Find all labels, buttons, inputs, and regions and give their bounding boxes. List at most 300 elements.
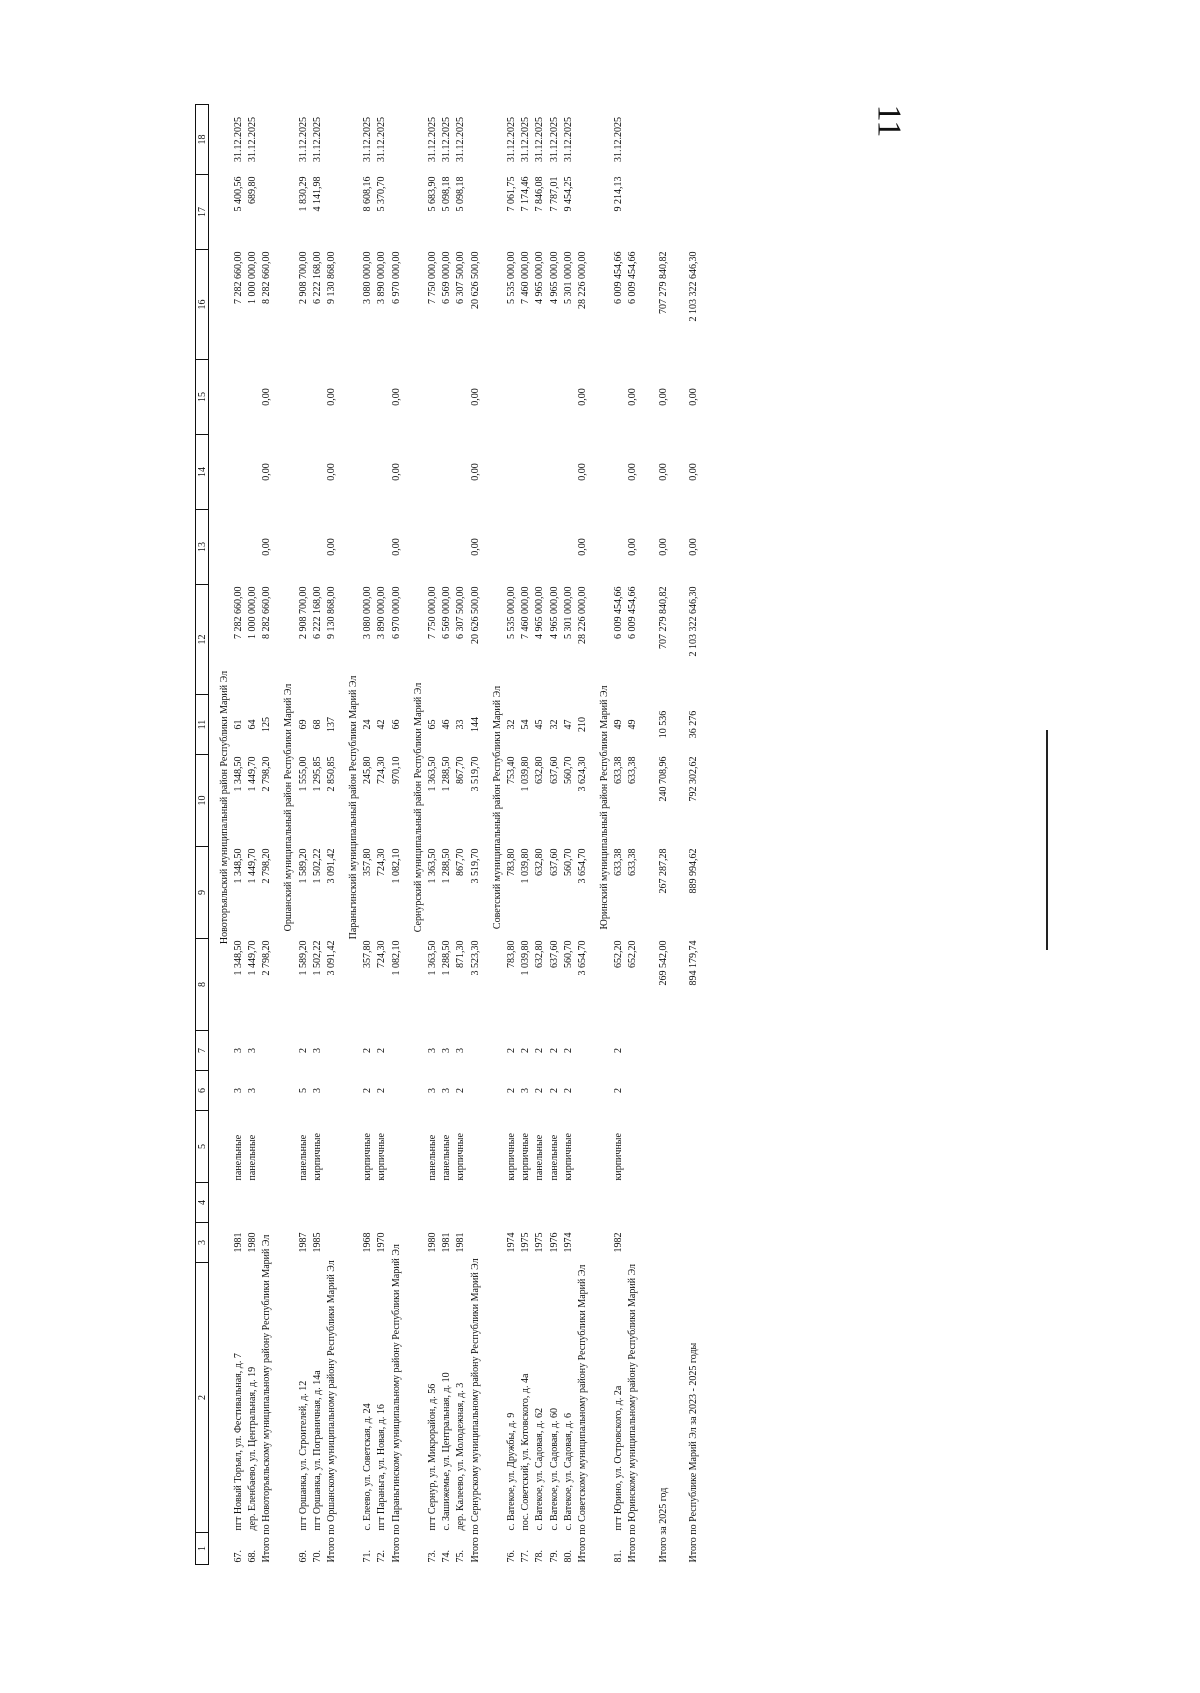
table-cell: 894 179,74 <box>687 940 699 986</box>
table-cell <box>656 105 670 175</box>
table-cell: 0,00 <box>576 388 588 406</box>
spacer-row <box>274 105 282 1565</box>
table-cell: 31.12.2025 <box>505 117 517 162</box>
table-cell: 9 130 868,00 <box>325 586 337 639</box>
table-cell: 73. <box>427 1550 439 1563</box>
table-cell: 7 460 000,00 <box>520 251 532 304</box>
table-cell: 72. <box>376 1550 388 1563</box>
table-cell: Итого по Оршанскому муниципальному району Республики Марий Эл <box>325 1260 337 1563</box>
table-cell: 20 626 500,00 <box>469 586 481 644</box>
table-cell: 7 750 000,00 <box>427 586 439 639</box>
table-cell: 2 <box>362 1048 374 1053</box>
table-cell: 6 009 454,66 <box>627 251 639 304</box>
table-cell: 1968 <box>362 1232 374 1253</box>
table-cell: 0,00 <box>325 463 337 481</box>
table-cell: 707 279 840,82 <box>657 251 669 314</box>
table-cell: 6 569 000,00 <box>441 251 453 304</box>
table-cell: панельные <box>297 1134 309 1181</box>
table-cell: 1976 <box>548 1232 560 1253</box>
table-cell: 6 222 168,00 <box>311 251 323 304</box>
table-cell: 0,00 <box>469 538 481 556</box>
table-cell <box>231 435 245 510</box>
table-cell <box>296 510 310 585</box>
table-cell: пгт Новый Торъял, ул. Фестивальная, д. 7 <box>232 1353 244 1531</box>
table-cell <box>490 105 504 585</box>
table-cell: 2 <box>548 1088 560 1093</box>
table-cell: 31.12.2025 <box>613 117 625 162</box>
table-cell: 3 519,70 <box>469 756 481 792</box>
program-table <box>195 104 700 1565</box>
table-cell <box>612 435 626 510</box>
table-cell: 0,00 <box>390 388 402 406</box>
table-cell: 2 798,20 <box>261 756 273 792</box>
subtotal-row <box>389 105 403 1565</box>
table-cell <box>454 435 468 510</box>
district-heading: Советский муниципальный район Республики Марий Эл <box>491 685 503 930</box>
table-cell: 269 542,00 <box>657 940 669 986</box>
table-cell: 2 <box>534 1048 546 1053</box>
table-cell: 4 965 000,00 <box>534 586 546 639</box>
table-cell: 49 <box>627 719 639 730</box>
table-cell: 1 000 000,00 <box>246 586 258 639</box>
table-cell: кирпичные <box>520 1133 532 1181</box>
table-row <box>440 105 454 1565</box>
spacer-row <box>640 105 648 1565</box>
table-cell: 1 449,70 <box>246 940 258 976</box>
table-cell: 3 <box>427 1048 439 1053</box>
table-cell: панельные <box>232 1134 244 1181</box>
column-header: 10 <box>196 755 209 847</box>
table-cell: 2 908 700,00 <box>297 586 309 639</box>
table-cell: 1 449,70 <box>246 848 258 884</box>
divider-line <box>1046 730 1048 950</box>
table-cell <box>245 1183 259 1223</box>
table-cell <box>533 360 547 435</box>
table-cell: с. Зашижемье, ул. Центральная, д. 10 <box>441 1372 453 1531</box>
table-cell: Итого по Юринскому муниципальному району Республики Марий Эл <box>627 1263 639 1563</box>
table-cell <box>260 175 274 250</box>
table-cell <box>454 360 468 435</box>
table-cell: 5 535 000,00 <box>505 251 517 304</box>
table-cell: 1 830,29 <box>297 176 309 212</box>
table-cell: 1980 <box>427 1232 439 1253</box>
table-cell: 49 <box>613 719 625 730</box>
table-cell: 0,00 <box>390 538 402 556</box>
table-cell: 2 103 322 646,30 <box>687 586 699 657</box>
table-cell: 31.12.2025 <box>232 117 244 162</box>
table-cell: 2 <box>613 1088 625 1093</box>
table-cell: 2 850,85 <box>325 756 337 792</box>
table-cell: 7 750 000,00 <box>427 251 439 304</box>
table-cell: 31.12.2025 <box>534 117 546 162</box>
table-cell <box>425 510 439 585</box>
column-header: 8 <box>196 939 209 1031</box>
table-row <box>504 105 518 1565</box>
table-cell <box>425 1183 439 1223</box>
subtotal-row <box>324 105 338 1565</box>
table-cell: 4 965 000,00 <box>534 251 546 304</box>
table-cell: 68. <box>246 1550 258 1563</box>
table-cell: 1981 <box>441 1232 453 1253</box>
column-header: 17 <box>196 175 209 250</box>
table-cell <box>296 360 310 435</box>
column-header: 16 <box>196 250 209 360</box>
table-cell: 3 <box>232 1048 244 1053</box>
table-cell: панельные <box>534 1134 546 1181</box>
table-cell <box>454 510 468 585</box>
table-cell: 633,38 <box>627 756 639 784</box>
table-cell: 2 <box>455 1088 467 1093</box>
table-cell: 6 970 000,00 <box>390 586 402 639</box>
table-cell: 5 301 000,00 <box>562 251 574 304</box>
table-cell: 0,00 <box>657 388 669 406</box>
table-cell: с. Ватекое, ул. Садовая, д. 62 <box>534 1408 546 1531</box>
table-row <box>361 105 375 1565</box>
table-cell <box>361 360 375 435</box>
table-cell: панельные <box>427 1134 439 1181</box>
district-heading: Сернурский муниципальный район Республики Марий Эл <box>412 682 424 933</box>
table-cell: 20 626 500,00 <box>469 251 481 309</box>
table-cell: 2 798,20 <box>261 848 273 884</box>
table-cell: кирпичные <box>505 1133 517 1181</box>
table-cell: 867,70 <box>455 848 467 876</box>
table-cell <box>561 360 575 435</box>
table-cell: 3 654,70 <box>576 848 588 884</box>
table-cell: 637,60 <box>548 756 560 784</box>
table-cell: 3 091,42 <box>325 940 337 976</box>
table-cell <box>425 435 439 510</box>
table-cell: 0,00 <box>325 538 337 556</box>
table-cell: 889 994,62 <box>687 848 699 894</box>
table-cell: 78. <box>534 1550 546 1563</box>
table-cell: 753,40 <box>505 756 517 784</box>
table-cell: 0,00 <box>261 388 273 406</box>
table-cell: 1 502,22 <box>311 940 323 976</box>
column-header: 4 <box>196 1183 209 1223</box>
column-header: 9 <box>196 847 209 939</box>
column-header: 11 <box>196 695 209 755</box>
table-cell: 970,10 <box>390 756 402 784</box>
table-cell: 2 <box>376 1088 388 1093</box>
table-cell: 210 <box>576 717 588 732</box>
table-cell: 3 <box>427 1088 439 1093</box>
table-cell: 652,20 <box>627 940 639 968</box>
table-cell <box>361 1183 375 1223</box>
table-cell <box>217 1031 231 1565</box>
table-cell: пгт Оршанка, ул. Пограничная, д. 14а <box>311 1370 323 1531</box>
table-cell: 3 <box>232 1088 244 1093</box>
district-heading-row <box>282 105 296 1565</box>
table-cell: 4 141,98 <box>311 176 323 212</box>
table-cell <box>468 175 482 250</box>
table-cell: 633,38 <box>613 756 625 784</box>
table-cell <box>547 435 561 510</box>
table-cell: 4 965 000,00 <box>548 251 560 304</box>
table-cell <box>626 105 640 175</box>
table-cell <box>389 175 403 250</box>
table-cell <box>231 360 245 435</box>
table-cell <box>468 105 482 175</box>
table-cell: 3 <box>246 1048 258 1053</box>
subtotal-row <box>626 105 640 1565</box>
table-cell <box>612 360 626 435</box>
district-heading-row <box>347 105 361 1565</box>
table-cell: 36 276 <box>687 710 699 739</box>
table-cell <box>282 1031 296 1565</box>
table-cell: 652,20 <box>613 940 625 968</box>
table-cell <box>686 105 700 175</box>
table-cell: 724,30 <box>376 756 388 784</box>
table-cell: 31.12.2025 <box>246 117 258 162</box>
table-cell: 0,00 <box>627 538 639 556</box>
table-cell: 1 363,50 <box>427 848 439 884</box>
table-cell: 2 <box>534 1088 546 1093</box>
table-cell <box>598 1031 612 1565</box>
table-cell: 70. <box>311 1550 323 1563</box>
table-cell: 3 890 000,00 <box>376 586 388 639</box>
table-cell: 7 282 660,00 <box>232 586 244 639</box>
table-cell <box>490 1031 504 1565</box>
table-cell <box>231 1183 245 1223</box>
table-cell: 0,00 <box>687 538 699 556</box>
table-cell: 28 226 000,00 <box>576 251 588 309</box>
table-cell: 783,80 <box>505 848 517 876</box>
table-cell: 245,80 <box>362 756 374 784</box>
table-cell: 6 009 454,66 <box>613 251 625 304</box>
table-cell: 0,00 <box>657 538 669 556</box>
table-cell: панельные <box>548 1134 560 1181</box>
table-cell: 32 <box>548 719 560 730</box>
table-cell: 632,80 <box>534 848 546 876</box>
column-header: 7 <box>196 1031 209 1071</box>
table-cell: 1 288,50 <box>441 756 453 792</box>
table-cell: 0,00 <box>390 463 402 481</box>
table-cell: кирпичные <box>613 1133 625 1181</box>
page-number: 11 <box>870 104 908 138</box>
table-cell: 1 449,70 <box>246 756 258 792</box>
table-cell: 31.12.2025 <box>562 117 574 162</box>
table-cell: 1 348,50 <box>232 940 244 976</box>
spacer-row <box>670 105 678 1565</box>
table-cell <box>533 1183 547 1223</box>
table-cell: 357,80 <box>362 848 374 876</box>
table-cell: дер. Калеево, ул. Молодежная, д. 3 <box>455 1382 467 1531</box>
table-cell: 689,80 <box>246 176 258 204</box>
table-cell: 707 279 840,82 <box>657 586 669 649</box>
table-cell: 3 <box>246 1088 258 1093</box>
table-cell: 5 301 000,00 <box>562 586 574 639</box>
table-cell: 64 <box>246 719 258 730</box>
table-cell: 45 <box>534 719 546 730</box>
table-row <box>310 105 324 1565</box>
table-cell <box>454 1183 468 1223</box>
table-cell: 6 009 454,66 <box>613 586 625 639</box>
table-cell: 24 <box>362 719 374 730</box>
table-cell: с. Елеево, ул. Советская, д. 24 <box>362 1403 374 1531</box>
table-cell <box>519 510 533 585</box>
table-cell: 2 798,20 <box>261 940 273 976</box>
subtotal-row <box>686 105 700 1565</box>
table-row <box>245 105 259 1565</box>
table-cell: 3 890 000,00 <box>376 251 388 304</box>
table-cell: 1 295,85 <box>311 756 323 792</box>
table-row <box>375 105 389 1565</box>
table-cell: 1970 <box>376 1232 388 1253</box>
table-cell <box>296 435 310 510</box>
table-cell: 61 <box>232 719 244 730</box>
table-cell <box>347 105 361 585</box>
table-cell: 1 082,10 <box>390 848 402 884</box>
table-cell: 76. <box>505 1550 517 1563</box>
table-cell: 7 174,46 <box>520 176 532 212</box>
table-cell: 8 608,16 <box>362 176 374 212</box>
subtotal-row <box>575 105 589 1565</box>
district-heading: Параньгинский муниципальный район Республики Марий Эл <box>348 675 360 940</box>
table-cell <box>547 1183 561 1223</box>
table-row <box>231 105 245 1565</box>
table-cell: 3 <box>311 1048 323 1053</box>
table-cell <box>533 435 547 510</box>
table-cell: 69 <box>297 719 309 730</box>
table-cell: 31.12.2025 <box>520 117 532 162</box>
table-cell: 3 <box>441 1048 453 1053</box>
table-cell: Итого по Сернурскому муниципальному району Республики Марий Эл <box>469 1258 481 1563</box>
column-header: 13 <box>196 510 209 585</box>
table-cell <box>656 175 670 250</box>
table-cell: 0,00 <box>325 388 337 406</box>
table-cell: 68 <box>311 719 323 730</box>
table-cell <box>612 1183 626 1223</box>
table-row <box>296 105 310 1565</box>
table-cell <box>504 1183 518 1223</box>
table-cell <box>440 1183 454 1223</box>
column-header: 14 <box>196 435 209 510</box>
table-cell: 1 348,50 <box>232 848 244 884</box>
table-body <box>209 105 701 1565</box>
table-cell: 3 080 000,00 <box>362 586 374 639</box>
table-cell <box>389 105 403 175</box>
table-cell: 1 000 000,00 <box>246 251 258 304</box>
table-cell: кирпичные <box>362 1133 374 1181</box>
district-heading-row <box>490 105 504 1565</box>
table-cell: 1975 <box>520 1232 532 1253</box>
table-cell: 5 370,70 <box>376 176 388 212</box>
table-cell: 28 226 000,00 <box>576 586 588 644</box>
table-cell: 0,00 <box>627 463 639 481</box>
table-cell: 2 <box>520 1048 532 1053</box>
table-cell: 1 589,20 <box>297 940 309 976</box>
column-header: 3 <box>196 1223 209 1263</box>
table-cell: 1987 <box>297 1232 309 1253</box>
table-cell: 3 080 000,00 <box>362 251 374 304</box>
table-cell: 47 <box>562 719 574 730</box>
table-cell: 69. <box>297 1550 309 1563</box>
table-cell: 3 523,30 <box>469 940 481 976</box>
spacer-row <box>648 105 656 1565</box>
table-cell: 6 009 454,66 <box>627 586 639 639</box>
table-cell <box>440 510 454 585</box>
table-cell: 137 <box>325 717 337 732</box>
table-cell: 5 535 000,00 <box>505 586 517 639</box>
table-cell: 1980 <box>246 1232 258 1253</box>
table-cell: пгт Оршанка, ул. Строителей, д. 12 <box>297 1380 309 1531</box>
table-cell: 31.12.2025 <box>548 117 560 162</box>
table-cell: 2 <box>297 1048 309 1053</box>
spacer-row <box>678 105 686 1565</box>
table-cell <box>375 360 389 435</box>
table-cell: 6 222 168,00 <box>311 586 323 639</box>
table-cell: 871,30 <box>455 940 467 968</box>
table-cell <box>231 510 245 585</box>
table-cell: 1 039,80 <box>520 756 532 792</box>
district-heading-row <box>411 105 425 1565</box>
district-heading: Юринский муниципальный район Республики Марий Эл <box>599 685 611 930</box>
table-cell <box>310 1183 324 1223</box>
table-cell <box>310 510 324 585</box>
district-heading: Оршанский муниципальный район Республики Марий Эл <box>283 683 295 932</box>
district-heading-row <box>217 105 231 1565</box>
table-cell <box>324 175 338 250</box>
table-cell: 77. <box>520 1550 532 1563</box>
table-cell: с. Ватекое, ул. Садовая, д. 60 <box>548 1408 560 1531</box>
column-header: 1 <box>196 1533 209 1565</box>
table-cell: 31.12.2025 <box>362 117 374 162</box>
table-cell <box>310 435 324 510</box>
table-cell: 7 787,01 <box>548 176 560 212</box>
table-cell <box>561 435 575 510</box>
table-cell: 637,60 <box>548 848 560 876</box>
table-cell: 2 <box>613 1048 625 1053</box>
table-row <box>561 105 575 1565</box>
table-cell: 31.12.2025 <box>297 117 309 162</box>
table-cell <box>375 1183 389 1223</box>
table-row <box>612 105 626 1565</box>
table-cell: с. Ватекое, ул. Садовая, д. 6 <box>562 1413 574 1531</box>
table-cell <box>519 360 533 435</box>
table-cell: 2 <box>548 1048 560 1053</box>
table-cell: 1 348,50 <box>232 756 244 792</box>
table-cell: 3 <box>311 1088 323 1093</box>
header-row <box>196 105 209 1565</box>
table-cell: 75. <box>455 1550 467 1563</box>
spacer-row <box>403 105 411 1565</box>
table-cell: 783,80 <box>505 940 517 968</box>
table-cell: 65 <box>427 719 439 730</box>
table-cell: 71. <box>362 1550 374 1563</box>
table-cell: 1 288,50 <box>441 940 453 976</box>
table-cell: 3 <box>520 1088 532 1093</box>
table-cell: 2 <box>505 1048 517 1053</box>
table-cell <box>686 175 700 250</box>
table-cell: 7 061,75 <box>505 176 517 212</box>
table-cell: 7 846,08 <box>534 176 546 212</box>
table-cell <box>245 510 259 585</box>
table-cell <box>504 510 518 585</box>
table-cell: 32 <box>505 719 517 730</box>
table-cell: 1 589,20 <box>297 848 309 884</box>
table-cell: панельные <box>246 1134 258 1181</box>
table-cell: 31.12.2025 <box>441 117 453 162</box>
table-cell <box>324 105 338 175</box>
table-cell <box>561 1183 575 1223</box>
district-heading-row <box>598 105 612 1565</box>
subtotal-row <box>260 105 274 1565</box>
table-cell: 9 454,25 <box>562 176 574 212</box>
table-cell: 6 569 000,00 <box>441 586 453 639</box>
table-cell: 81. <box>613 1550 625 1563</box>
table-cell: 1981 <box>232 1232 244 1253</box>
table-cell <box>375 510 389 585</box>
